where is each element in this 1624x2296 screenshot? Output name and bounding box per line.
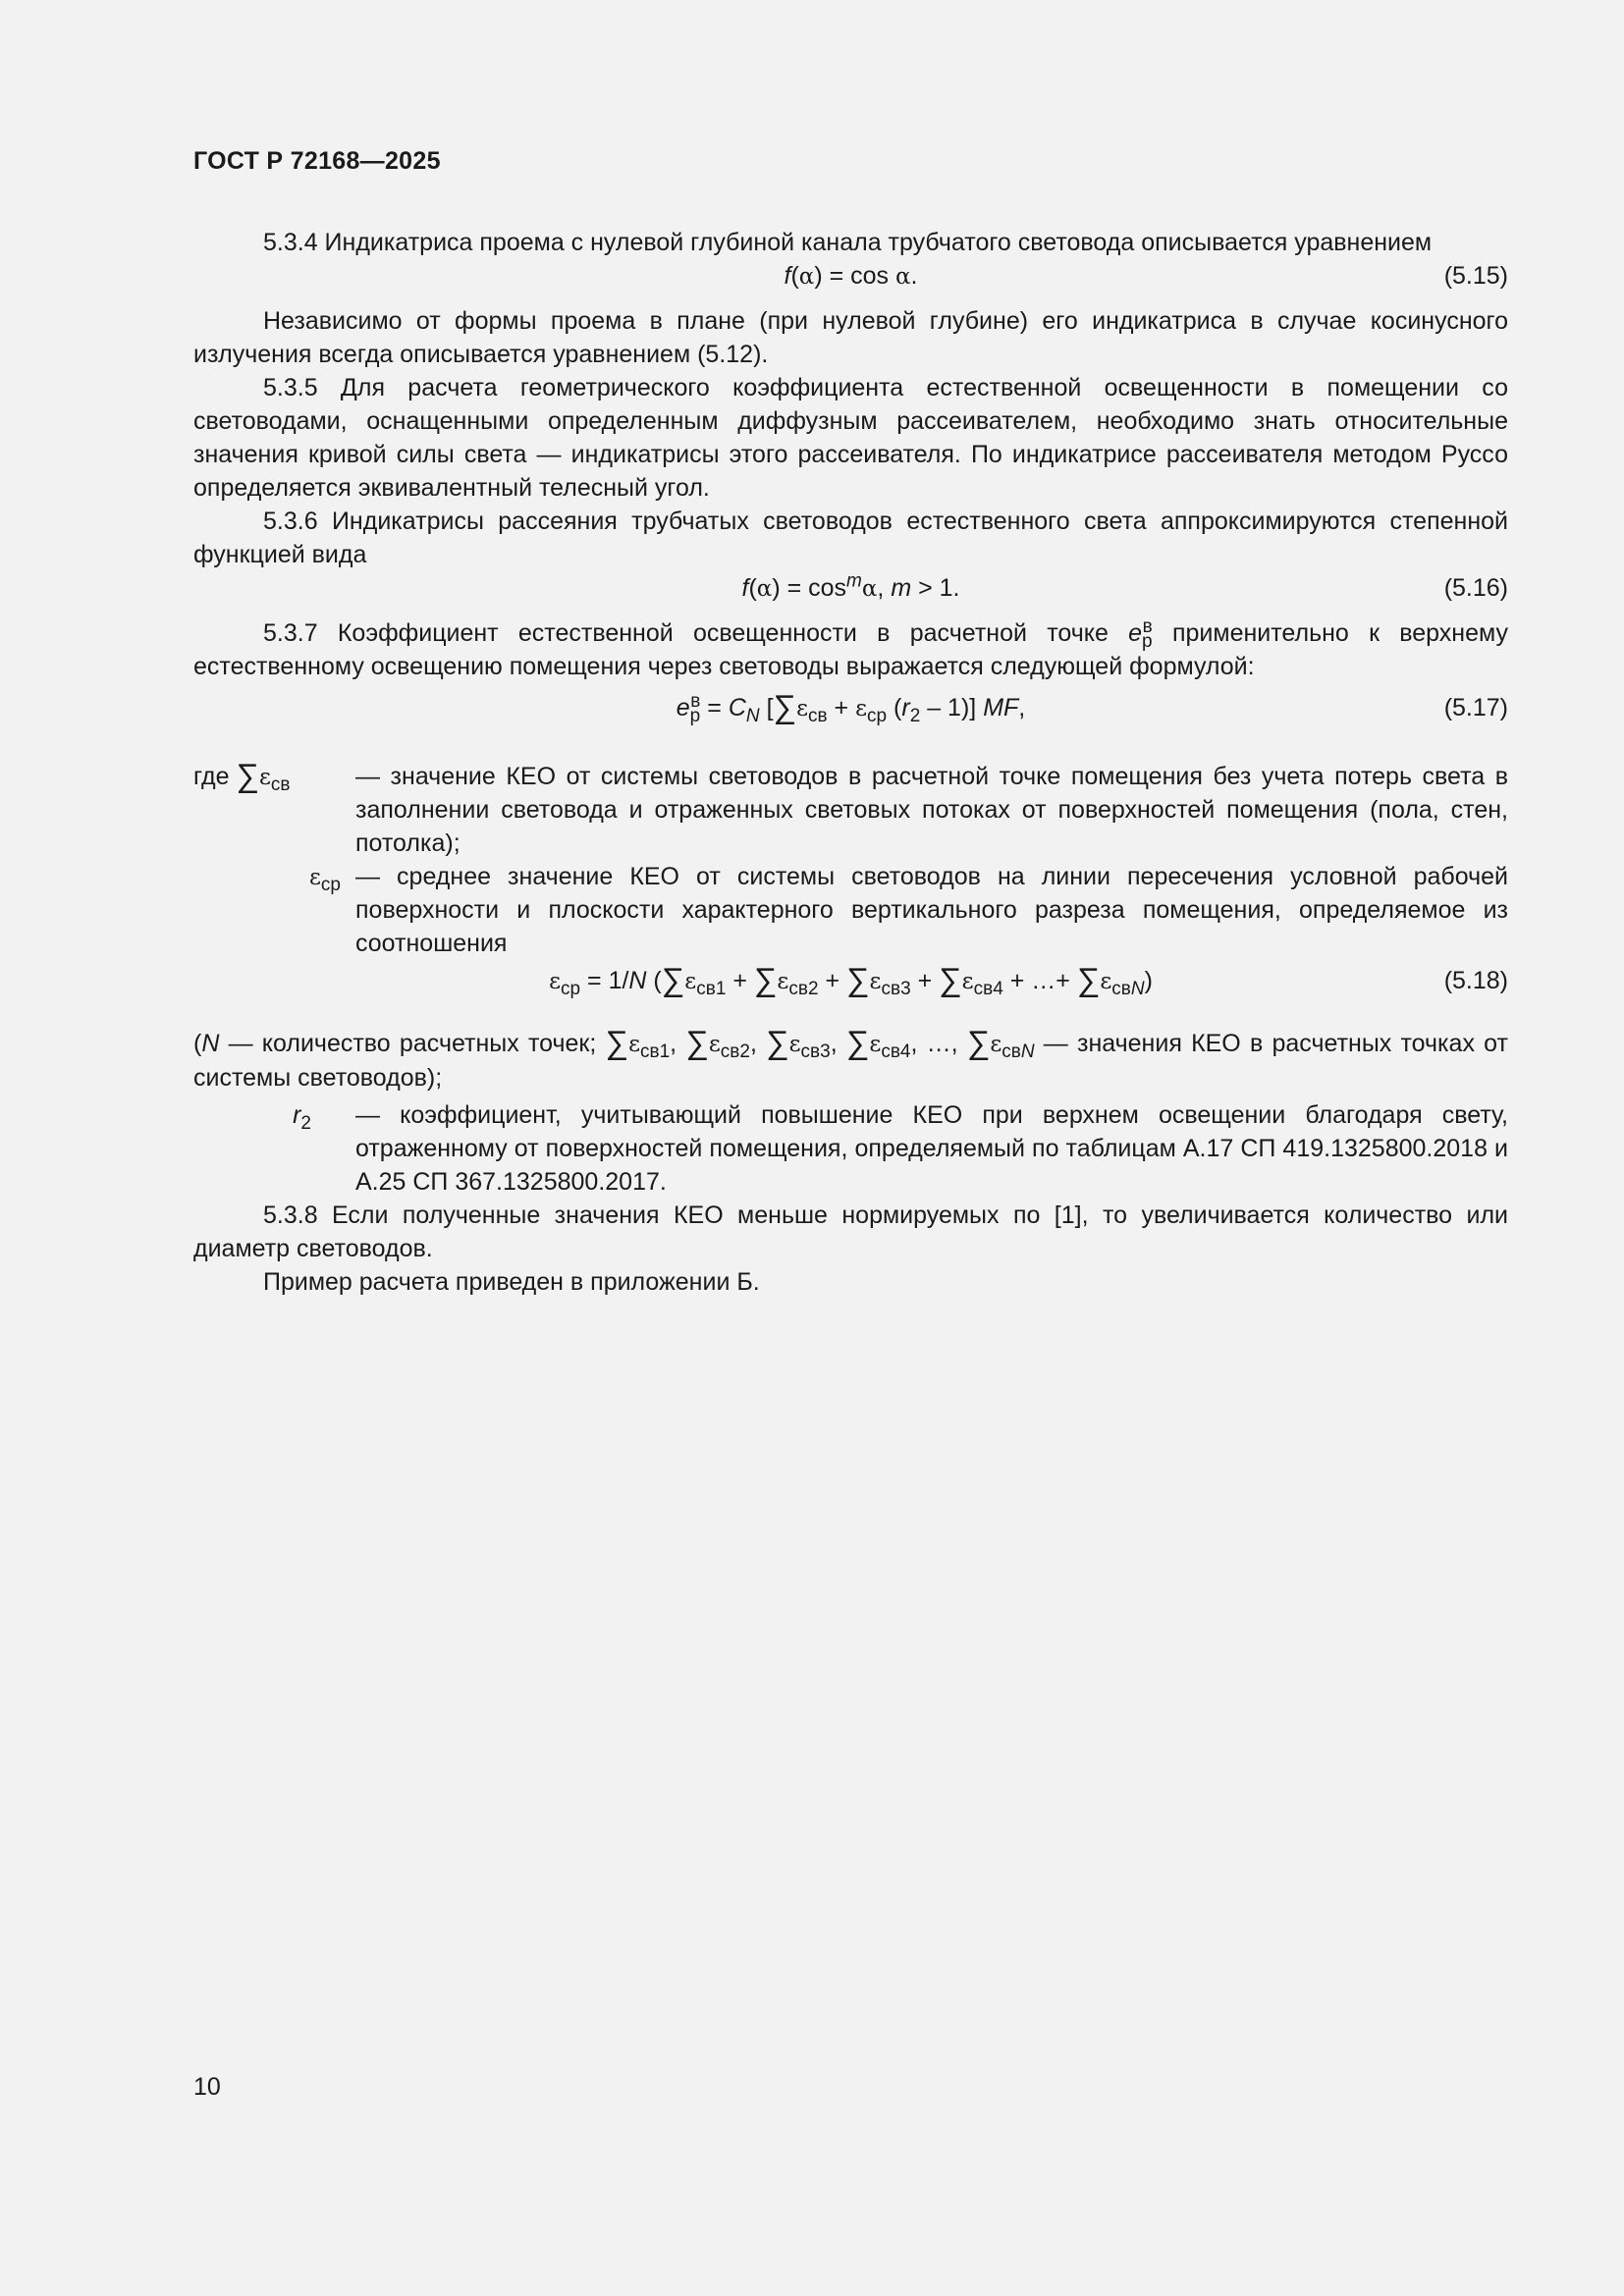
paragraph-5-3-6: 5.3.6 Индикатрисы рассеяния трубчатых световодов естественного света аппроксимируются степенной функцией вида xyxy=(193,507,1508,568)
paragraph-5-3-8: 5.3.8 Если полученные значения КЕО меньше нормируемых по [1], то увеличивается количество или диаметр световодов. xyxy=(193,1201,1508,1262)
definition-esr xyxy=(193,860,1508,960)
equation-5-18-formula: $\varepsilon_{ср} = 1/N$ ($\sum\varepsilon_{св1} + \sum\varepsilon_{св2} + \sum\varepsilon_{св3} + \sum\varepsilon_{св4}$ + …+ $\sum\varepsilon_{свN}$) xyxy=(549,961,1153,999)
paragraph-5-3-4-b: Независимо от формы проема в плане (при нулевой глубине) его индикатриса в случае косинусного излучения всегда описывается уравнением (5.12). xyxy=(193,307,1508,368)
equation-5-15-formula: f(α) = cos α. xyxy=(784,262,918,290)
definition-sum-esv xyxy=(193,757,1508,860)
equation-5-17 xyxy=(193,688,1508,726)
definition-r2-term: $r_2$ xyxy=(293,1101,311,1134)
paragraph-5-3-5: 5.3.5 Для расчета геометрического коэффициента естественной освещенности в помещении со световодами, оснащенными определенным диффузным рассеивателем, необходимо знать относительные значения кривой силы света — индикатрисы этого рассеивателя. По индикатрисе рассеивателя методом Руссо определяется эквивалентный телесный угол. xyxy=(193,374,1508,502)
paragraph-n-points: (N — количество расчетных точек; $\sum\varepsilon_{св1}$, $\sum\varepsilon_{св2}$, $\sum\varepsilon_{св3}$, $\sum\varepsilon_{св4}$, …, $\sum\varepsilon_{свN}$ — значения КЕО в расчетных точках от системы световодов); xyxy=(193,1024,1508,1092)
page-number: 10 xyxy=(193,2073,221,2101)
equation-5-16-formula: $f(\alpha) = \cos^m\alpha$, m > 1. xyxy=(741,570,960,602)
equation-5-16-number: (5.16) xyxy=(1443,574,1508,602)
paragraph-5-3-4: 5.3.4 Индикатриса проема с нулевой глубиной канала трубчатого световода описывается уравнением xyxy=(263,229,1433,256)
definition-esr-term: $\varepsilon_{ср}$ xyxy=(309,865,341,895)
document-header: ГОСТ Р 72168—2025 xyxy=(193,147,441,175)
definition-r2-text: — коэффициент, учитывающий повышение КЕО при верхнем освещении благодаря свету, отраженному от поверхностей помещения, определяемый по таблицам А.17 СП 419.1325800.2018 и А.25 СП 367.1325800.2017. xyxy=(355,1101,1508,1196)
document-body xyxy=(193,226,1508,1299)
definition-sum-esv-term: где $\sum\varepsilon_{св}$ xyxy=(193,757,291,795)
equation-5-16 xyxy=(193,571,1508,605)
equation-5-17-formula: $e_р^в = C_N$ [$\sum\varepsilon_{св} + \varepsilon_{ср}$ $(r_2 - 1)$] MF, xyxy=(676,688,1026,726)
equation-5-15-number: (5.15) xyxy=(1443,262,1508,290)
equation-5-18-number: (5.18) xyxy=(1443,967,1508,994)
definition-sum-esv-text: — значение КЕО от системы световодов в расчетной точке помещения без учета потерь света в заполнении световода и отраженных световых потоках от поверхностей помещения (пола, стен, потолка); xyxy=(355,763,1508,857)
equation-5-15 xyxy=(193,259,1508,293)
paragraph-5-3-7: 5.3.7 Коэффициент естественной освещенности в расчетной точке $e_р^в$ применительно к верхнему естественному освещению помещения через световоды выражается следующей формулой: xyxy=(193,615,1508,680)
equation-5-18 xyxy=(193,961,1508,999)
equation-5-17-number: (5.17) xyxy=(1443,694,1508,721)
paragraph-example: Пример расчета приведен в приложении Б. xyxy=(263,1268,760,1296)
definition-esr-text: — среднее значение КЕО от системы световодов на линии пересечения условной рабочей поверхности и плоскости характерного вертикального разреза помещения, определяемое из соотношения xyxy=(355,863,1508,957)
definition-r2 xyxy=(193,1098,1508,1199)
